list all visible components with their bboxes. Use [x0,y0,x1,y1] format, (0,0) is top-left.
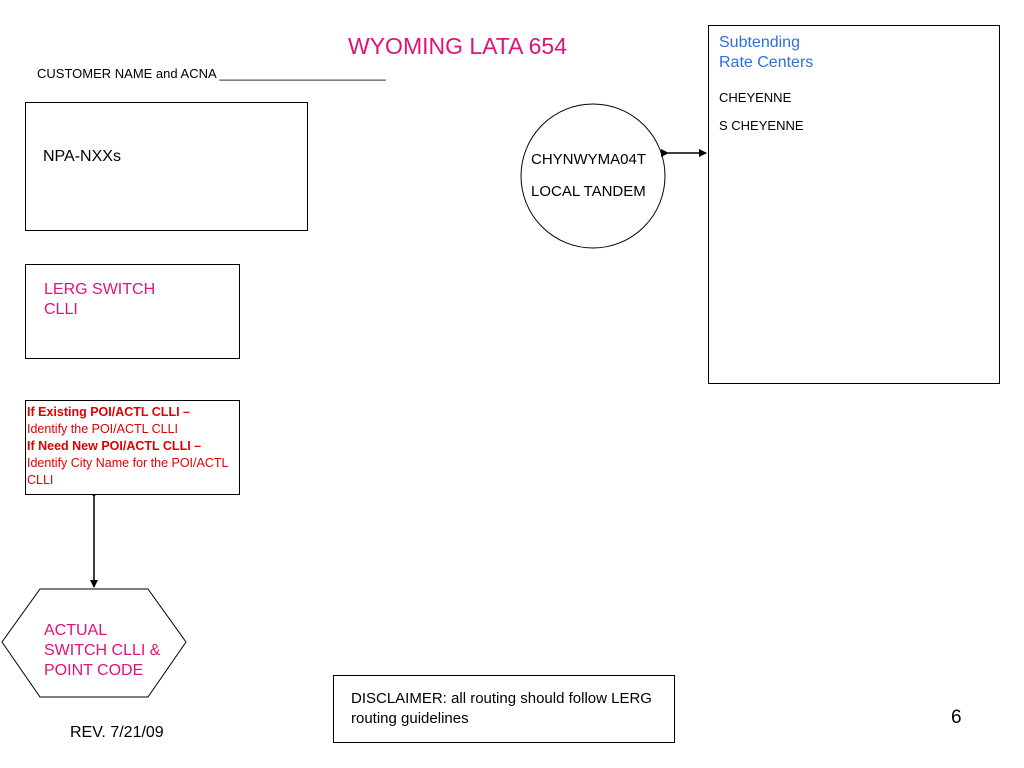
disclaimer-text: DISCLAIMER: all routing should follow LERG routing guidelines [351,690,652,727]
poi-new-heading: If Need New POI/ACTL CLLI – [27,439,202,453]
lerg-line-2: CLLI [44,301,78,318]
rate-centers-box [708,25,1000,384]
rate-title-line-2: Rate Centers [719,54,814,71]
actual-line-1: ACTUAL [44,622,108,639]
actual-line-3: POINT CODE [44,662,144,679]
rate-title-line-1: Subtending [719,34,800,51]
tandem-type: LOCAL TANDEM [531,183,646,200]
actual-line-2: SWITCH CLLI & [44,642,161,659]
rate-center-item: S CHEYENNE [719,118,804,133]
actual-switch-label [44,621,160,681]
tandem-circle [521,104,665,248]
poi-existing-heading: If Existing POI/ACTL CLLI – [27,405,190,419]
poi-existing-text: Identify the POI/ACTL CLLI [27,422,178,436]
npa-nxx-label: NPA-NXXs [43,148,121,165]
page-title: WYOMING LATA 654 [348,33,567,59]
revision-date: REV. 7/21/09 [70,724,164,741]
page-number: 6 [951,707,962,728]
lerg-line-1: LERG SWITCH [44,281,156,298]
poi-new-text: Identify City Name for the POI/ACTL CLLI [27,456,228,487]
npa-nxx-box [25,102,308,231]
lerg-switch-label [44,280,155,320]
tandem-clli: CHYNWYMA04T [531,151,647,168]
customer-name-acna-line: CUSTOMER NAME and ACNA _______________________ [37,66,386,81]
poi-clli-instructions [27,404,237,489]
rate-center-item: CHEYENNE [719,90,792,105]
rate-centers-title [719,33,813,73]
